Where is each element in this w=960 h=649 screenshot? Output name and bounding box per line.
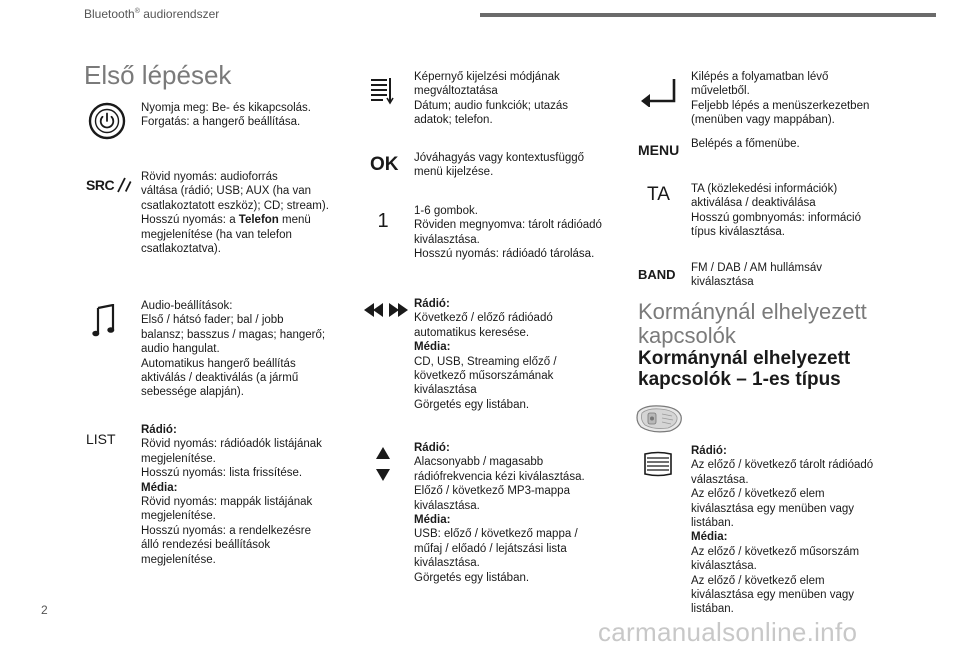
back-description: Kilépés a folyamatban lévő műveletből. Feljebb lépés a menüszerkezetben (menüben vagy mappában). [691, 71, 870, 127]
power-description: Nyomja meg: Be- és kikapcsolás. Forgatás: a hangerő beállítása. [141, 102, 312, 129]
music-note-icon [92, 304, 116, 338]
running-header: Bluetooth® audiorendszer [84, 7, 220, 21]
audio-settings-description: Audio-beállítások: Első / hátsó fader; bal / jobb balansz; basszus / magas; hangerő; audio hangulat. Automatikus hangerő beállítás aktiválás / deaktiválás (a jármű sebessége alapján). [141, 300, 326, 399]
header-divider [480, 13, 936, 17]
ta-button-icon: TA [647, 184, 670, 205]
list-button-icon: LIST [86, 431, 116, 447]
back-return-icon [640, 77, 678, 107]
seek-arrows-icon [364, 302, 408, 318]
steering-controls-heading: Kormánynál elhelyezett kapcsolók – 1-es típus [638, 348, 851, 390]
band-button-icon: BAND [638, 266, 676, 282]
thumbwheel-description: Rádió: Az előző / következő tárolt rádióadó választása. Az előző / következő elem kiválasztása egy menüben vagy listában. Média: Az előző / következő műsorszám kiválasztása. Az előző / következő elem kiválasztása egy menüben vagy listában. [691, 445, 874, 616]
ok-description: Jóváhagyás vagy kontextusfüggő menü kijelzése. [414, 152, 585, 179]
preset-one-icon: 1 [377, 209, 389, 232]
src-phone-icon: SRC [86, 176, 132, 194]
up-down-arrows-icon [375, 447, 391, 481]
display-mode-icon [369, 76, 397, 106]
page-number: 2 [41, 603, 48, 617]
watermark: carmanualsonline.info [598, 617, 858, 647]
steering-control-illustration-icon [634, 404, 684, 434]
frequency-description: Rádió: Alacsonyabb / magasabb rádiófrekvencia kézi kiválasztása. Előző / következő MP3-mappa kiválasztása. Média: USB: előző / következő mappa / műfaj / előadó / lejátszási lista kiválasztása. Görgetés egy listában. [414, 442, 585, 584]
src-description: Rövid nyomás: audioforrás váltása (rádió; USB; AUX (ha van csatlakoztatott eszköz); CD; stream). Hosszú nyomás: a Telefon menü megjelenítése (ha van telefon csatlakoztatva). [141, 171, 329, 256]
ok-button-icon: OK [370, 154, 399, 175]
menu-description: Belépés a főmenübe. [691, 138, 800, 150]
thumbwheel-icon [643, 451, 673, 477]
display-mode-description: Képernyő kijelzési módjának megváltoztatása Dátum; audio funkciók; utazás adatok; telefon. [414, 71, 569, 127]
list-description: Rádió: Rövid nyomás: rádióadók listájának megjelenítése. Hosszú nyomás: lista frissítése. Média: Rövid nyomás: mappák listájának megjelenítése. Hosszú nyomás: a rendelkezésre álló rendezési beállítások megjelenítése. [141, 424, 322, 566]
power-knob-icon [88, 102, 126, 140]
seek-description: Rádió: Következő / előző rádióadó automatikus keresése. Média: CD, USB, Streaming előző / következő műsorszámának kiválasztása Görgetés egy listában. [414, 298, 557, 411]
band-description: FM / DAB / AM hullámsáv kiválasztása [691, 262, 823, 289]
page-title: Első lépések [84, 60, 232, 90]
menu-button-icon: MENU [638, 142, 680, 158]
preset-buttons-description: 1-6 gombok. Röviden megnyomva: tárolt rádióadó kiválasztása. Hosszú nyomás: rádióadó tárolása. [414, 205, 602, 261]
steering-controls-title: Kormánynál elhelyezett kapcsolók [638, 299, 867, 348]
ta-description: TA (közlekedési információk) aktiválása / deaktiválása Hosszú gombnyomás: információ típus kiválasztása. [691, 183, 862, 239]
